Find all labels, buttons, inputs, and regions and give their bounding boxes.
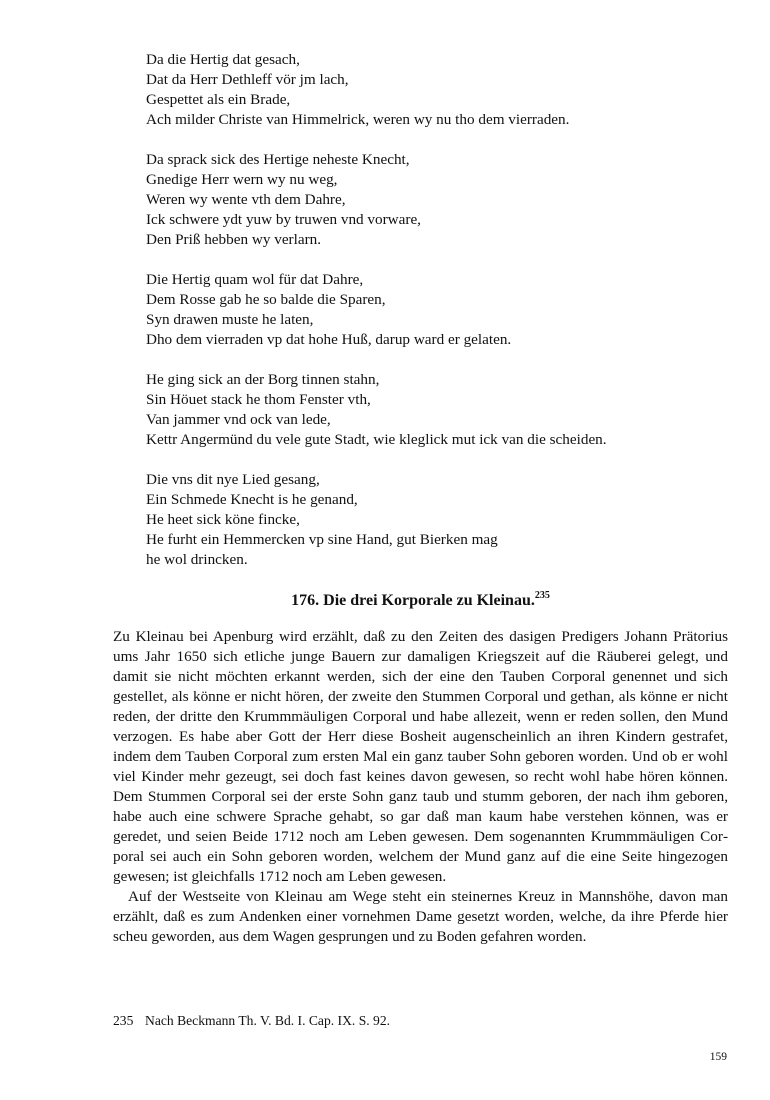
verse-line: Gespettet als ein Brade,	[146, 91, 291, 108]
verse-line: he wol drincken.	[146, 551, 248, 568]
poem-stanza	[146, 50, 746, 130]
verse-line: Syn drawen muste he laten,	[146, 311, 314, 328]
verse-line: Ach milder Christe van Himmelrick, weren wy nu tho dem vierraden.	[146, 111, 570, 128]
verse-line: Van jammer vnd ock van lede,	[146, 411, 331, 428]
footnote-reference[interactable]: 235	[534, 590, 550, 601]
verse-line: He furht ein Hemmercken vp sine Hand, gut Bierken mag	[146, 531, 498, 548]
verse-line: Dat da Herr Dethleff vör jm lach,	[146, 71, 349, 88]
verse-line: He heet sick köne fincke,	[146, 511, 300, 528]
section-title	[113, 590, 728, 612]
section-title-text: 176. Die drei Korporale zu Kleinau.	[291, 592, 535, 609]
verse-line: Kettr Angermünd du vele gute Stadt, wie kleglick mut ick van die scheiden.	[146, 431, 607, 448]
verse-line: Den Priß hebben wy verlarn.	[146, 231, 322, 248]
verse-line: He ging sick an der Borg tinnen stahn,	[146, 371, 380, 388]
verse-line: Da sprack sick des Hertige neheste Knecht,	[146, 151, 410, 168]
poem-stanza	[146, 370, 746, 450]
paragraph: Zu Kleinau bei Apenburg wird erzählt, daß zu den Zeiten des dasigen Predigers Johann Prätorius ums Jahr 1650 sich etliche junge Bauern zur damaligen Kriegszeit auf die Räuberei gelegt, und damit sie nicht möchten erkannt werden, sich der eine den Tauben Corporal genennet und sich gestellet, als könne er nicht hören, der zweite den Stummen Corporal und gethan, als könne er nicht reden, der dritte den Krummmäuligen Corporal und habe allezeit, wenn er reden sollen, den Mund verzogen. Es habe aber Gott der Herr diese Bosheit augenscheinlich an ihren Kindern gestrafet, indem dem Tauben Corporal zum ersten Mal ein ganz tauber Sohn geboren worden. Und ob er wohl viel Kinder mehr gezeugt, sei doch fast keines davon gewesen, so recht wohl habe hören können. Dem Stummen Corporal sei der erste Sohn ganz taub und stumm geboren, der nach ihm geboren, habe auch eine schwere Sprache gehabt, so gar daß man kaum habe verstehen können, was er geredet, und seien Beide 1712 noch am Leben gewesen. Dem sogenannten Krummmäuligen Corporal sei auch ein Sohn geboren worden, welchem der Mund ganz auf die eine Seite hingezogen gewesen; ist gleichfalls 1712 noch am Leben gewesen.	[113, 628, 728, 885]
verse-line: Die vns dit nye Lied gesang,	[146, 471, 320, 488]
paragraph: Auf der Westseite von Kleinau am Wege steht ein steinernes Kreuz in Mannshöhe, davon man erzählt, daß es zum Andenken einer vornehmen Dame gesetzt worden, welche, da ihre Pferde hier scheu geworden, aus dem Wagen gesprungen und zu Boden gefahren worden.	[113, 888, 728, 945]
verse-line: Gnedige Herr wern wy nu weg,	[146, 171, 338, 188]
poem	[146, 50, 746, 590]
poem-stanza	[146, 270, 746, 350]
verse-line: Weren wy wente vth dem Dahre,	[146, 191, 346, 208]
footnote-number: 235	[113, 1013, 134, 1028]
verse-line: Ick schwere ydt yuw by truwen vnd vorware,	[146, 211, 421, 228]
footnote	[113, 1012, 728, 1030]
body-text	[113, 627, 728, 947]
page-number: 159	[709, 1051, 727, 1063]
poem-stanza	[146, 470, 746, 570]
footnote-text: Nach Beckmann Th. V. Bd. I. Cap. IX. S. 92.	[145, 1013, 391, 1028]
verse-line: Die Hertig quam wol für dat Dahre,	[146, 271, 364, 288]
verse-line: Dho dem vierraden vp dat hohe Huß, darup ward er gelaten.	[146, 331, 512, 348]
verse-line: Sin Höuet stack he thom Fenster vth,	[146, 391, 371, 408]
verse-line: Dem Rosse gab he so balde die Sparen,	[146, 291, 386, 308]
verse-line: Da die Hertig dat gesach,	[146, 51, 300, 68]
verse-line: Ein Schmede Knecht is he genand,	[146, 491, 358, 508]
poem-stanza	[146, 150, 746, 250]
